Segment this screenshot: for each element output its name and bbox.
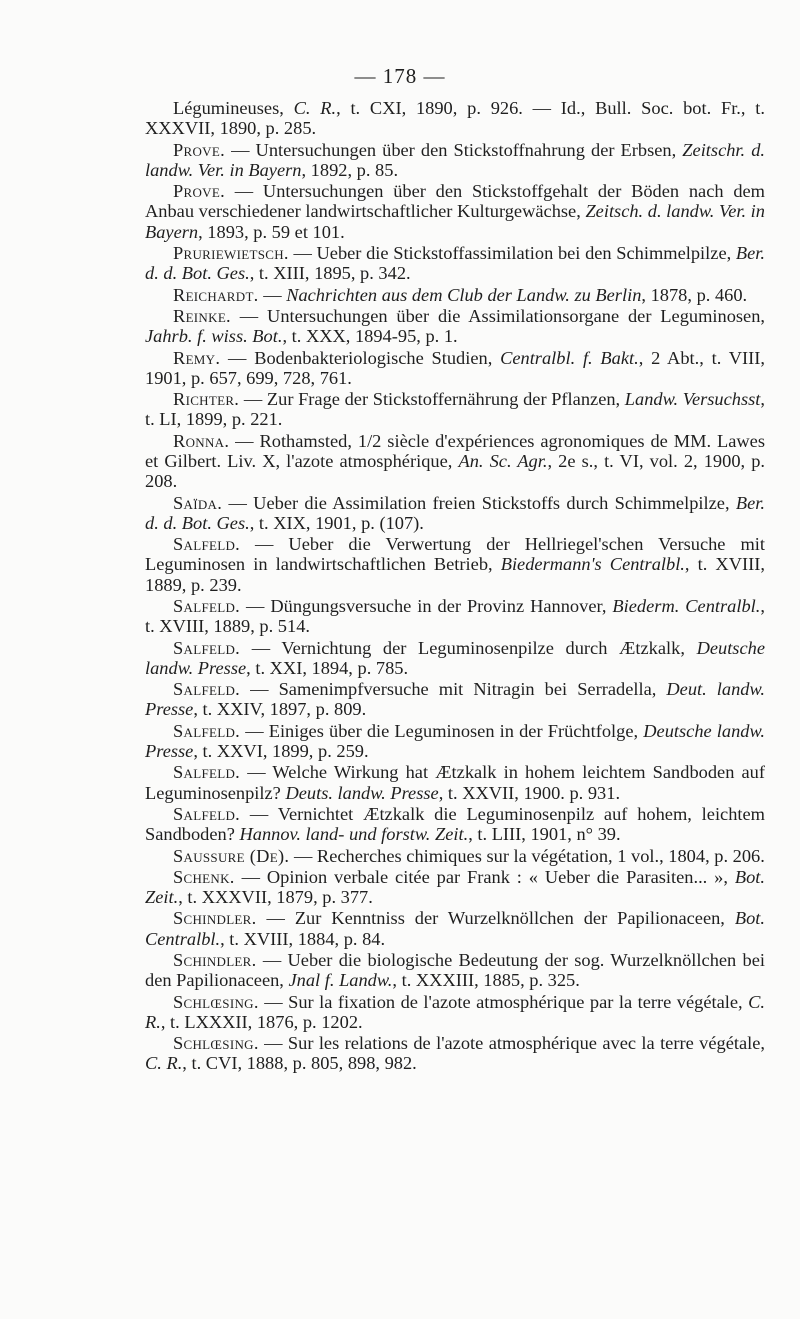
bibliography-list (145, 98, 765, 1075)
bibliography-entry (145, 181, 765, 242)
bibliography-entry (145, 348, 765, 388)
entry-details: , t. XXVI, 1899, p. 259. (193, 740, 369, 761)
entry-author: Schlœsing. (173, 991, 259, 1012)
entry-author: Saïda. (173, 492, 223, 513)
entry-journal: Zeitsch. d. landw. Ver. in Bayern (145, 201, 765, 242)
entry-journal: Ber. d. d. Bot. Ges. (145, 242, 765, 284)
entry-title: — Rothamsted, 1/2 siècle d'expériences agronomiques de MM. Lawes et Gilbert. Liv. X, l'azote atmosphérique, (145, 430, 765, 471)
entry-journal: An. Sc. Agr. (458, 450, 548, 471)
entry-details: , 1878, p. 460. (641, 284, 748, 305)
entry-details: , 2 Abt., t. VIII, 1901, p. 657, 699, 728, 761. (145, 347, 765, 388)
entry-title: — Ueber die Verwertung der Hellriegel'schen Versuche mit Leguminosen in landwirtschaftlichen Betrieb, (145, 534, 765, 575)
entry-title: — Vernichtet Ætzkalk die Leguminosenpilz auf hohem, leichtem Sandboden? (145, 803, 765, 845)
entry-title: — Opinion verbale citée par Frank : « Ueber die Parasiten... », (234, 866, 735, 887)
entry-author: Salfeld. (173, 534, 241, 555)
entry-title: — Untersuchungen über den Stickstoffgehalt der Böden nach dem Anbau verschiedener landwirtschaftlicher Kulturgewächse, (145, 181, 765, 222)
entry-author: Salfeld. (173, 637, 241, 658)
entry-details: , t. XXVII, 1900. p. 931. (438, 782, 621, 803)
entry-details: , t. CXI, 1890, p. 926. — Id., Bull. Soc. bot. Fr., t. XXXVII, 1890, p. 285. (145, 98, 765, 139)
entry-author: Prove. (173, 139, 226, 160)
entry-details: , t. XXX, 1894-95, p. 1. (282, 326, 458, 347)
entry-details: , t. XIII, 1895, p. 342. (249, 263, 411, 284)
entry-title: — Recherches chimiques sur la végétation, 1 vol., 1804, p. 206. (289, 845, 765, 866)
entry-author: Pruriewietsch. (173, 242, 289, 263)
entry-author: Reinke. (173, 305, 231, 326)
entry-journal: Jnal f. Landw. (288, 970, 393, 991)
entry-journal: Jahrb. f. wiss. Bot. (145, 326, 283, 347)
entry-author: Schenk. (173, 866, 235, 887)
entry-details: , 1892, p. 85. (301, 159, 399, 180)
entry-journal: Biederm. Centralbl. (612, 595, 761, 616)
entry-journal: C. R. (293, 98, 337, 118)
entry-journal: Bot. Zeit. (145, 866, 765, 908)
entry-title: — Bodenbakteriologische Studien, (220, 347, 501, 368)
entry-details: , t. LXXXII, 1876, p. 1202. (160, 1011, 363, 1032)
bibliography-entry (145, 596, 765, 636)
bibliography-entry (145, 908, 765, 948)
entry-journal: C. R. (145, 1053, 183, 1074)
entry-title: — Zur Kenntniss der Wurzelknöllchen der Papilionaceen, (256, 908, 735, 929)
bibliography-entry (145, 679, 765, 719)
entry-details: , t. XVIII, 1884, p. 84. (220, 928, 386, 949)
entry-details: , t. XXXVII, 1879, p. 377. (178, 887, 373, 908)
bibliography-entry (145, 534, 765, 595)
entry-journal: Deut. landw. Presse (145, 679, 766, 720)
entry-title: — Samenimpfversuche mit Nitragin bei Serradella, (240, 679, 667, 700)
entry-title: — Sur la fixation de l'azote atmosphérique par la terre végétale, (258, 991, 749, 1012)
entry-journal: C. R. (145, 991, 765, 1032)
entry-details: , t. XXI, 1894, p. 785. (246, 657, 409, 678)
entry-title: — Untersuchungen über den Stickstoffnahrung der Erbsen, (225, 139, 683, 160)
entry-details: , t. LIII, 1901, n° 39. (468, 824, 621, 845)
entry-author: Salfeld. (173, 679, 241, 700)
bibliography-entry (145, 950, 765, 990)
entry-title: — (258, 284, 287, 305)
entry-journal: Biedermann's Centralbl. (500, 554, 685, 575)
bibliography-entry (145, 493, 765, 533)
entry-author: Prove. (173, 181, 226, 202)
entry-details: , t. XXIV, 1897, p. 809. (193, 699, 367, 720)
entry-author: Schindler. (173, 908, 257, 929)
bibliography-entry (145, 389, 765, 429)
bibliography-entry (145, 721, 765, 761)
bibliography-entry (145, 762, 765, 802)
bibliography-entry (145, 638, 765, 678)
bibliography-entry (145, 1033, 765, 1073)
entry-author: Schlœsing. (173, 1033, 259, 1054)
entry-details: , t. LI, 1899, p. 221. (145, 389, 766, 430)
entry-title: Légumineuses, (173, 98, 294, 118)
entry-title: — Ueber die Assimilation freien Stickstoffs durch Schimmelpilze, (222, 492, 736, 513)
entry-title: — Einiges über die Leguminosen in der Früchtfolge, (240, 720, 644, 741)
entry-details: , 2e s., t. VI, vol. 2, 1900, p. 208. (145, 450, 766, 492)
entry-journal: Nachrichten aus dem Club der Landw. zu Berlin (286, 284, 642, 305)
entry-details: , 1893, p. 59 et 101. (198, 221, 345, 242)
entry-journal: Centralbl. f. Bakt. (500, 347, 639, 368)
entry-details: , t. CVI, 1888, p. 805, 898, 982. (182, 1053, 417, 1074)
entry-author: Salfeld. (173, 595, 241, 616)
entry-author: Ronna. (173, 430, 230, 451)
entry-title: — Ueber die Stickstoffassimilation bei den Schimmelpilze, (288, 242, 736, 263)
entry-author: Schindler. (173, 950, 257, 971)
entry-author: Salfeld. (173, 803, 241, 824)
bibliography-entry (145, 431, 765, 492)
entry-author: Remy. (173, 347, 221, 368)
entry-journal: Deuts. landw. Presse (285, 782, 439, 803)
entry-journal: Deutsche landw. Presse (145, 637, 765, 678)
entry-journal: Landw. Versuchsst (624, 389, 761, 410)
entry-title: — Ueber die biologische Bedeutung der sog. Wurzelknöllchen bei den Papilionaceen, (145, 950, 765, 991)
bibliography-entry (145, 243, 765, 283)
entry-journal: Bot. Centralbl. (145, 908, 765, 949)
entry-details: , t. XVIII, 1889, p. 239. (145, 554, 765, 595)
entry-author: Salfeld. (173, 720, 241, 741)
entry-journal: Zeitschr. d. landw. Ver. in Bayern (145, 139, 765, 180)
bibliography-entry (145, 98, 765, 138)
entry-title: — Untersuchungen über die Assimilationsorgane der Leguminosen, (230, 305, 765, 326)
bibliography-entry (145, 992, 765, 1032)
bibliography-entry (145, 306, 765, 346)
entry-journal: Ber. d. d. Bot. Ges. (145, 492, 765, 533)
bibliography-entry (145, 846, 765, 866)
entry-title: — Vernichtung der Leguminosenpilze durch Ætzkalk, (240, 637, 697, 658)
bibliography-entry (145, 285, 765, 305)
entry-author: Salfeld. (173, 762, 241, 783)
page-number: — 178 — (354, 64, 446, 88)
entry-title: — Welche Wirkung hat Ætzkalk in hohem leichtem Sandboden auf Leguminosenpilz? (145, 762, 765, 803)
entry-journal: Deutsche landw. Presse (145, 720, 766, 761)
entry-author: Reichardt. (173, 284, 259, 305)
entry-author: Saussure (De). (173, 845, 290, 866)
entry-details: , t. XXXIII, 1885, p. 325. (392, 970, 580, 991)
bibliography-entry (145, 804, 765, 844)
entry-details: , t. XVIII, 1889, p. 514. (145, 595, 765, 637)
entry-title: — Sur les relations de l'azote atmosphérique avec la terre végétale, (258, 1033, 765, 1054)
entry-title: — Zur Frage der Stickstoffernährung der Pflanzen, (239, 389, 625, 410)
bibliography-entry (145, 867, 765, 907)
entry-journal: Hannov. land- und forstw. Zeit. (239, 824, 469, 845)
bibliography-entry (145, 140, 765, 180)
entry-details: , t. XIX, 1901, p. (107). (249, 512, 424, 533)
entry-author: Richter. (173, 389, 240, 410)
entry-title: — Düngungsversuche in der Provinz Hannover, (240, 595, 613, 616)
